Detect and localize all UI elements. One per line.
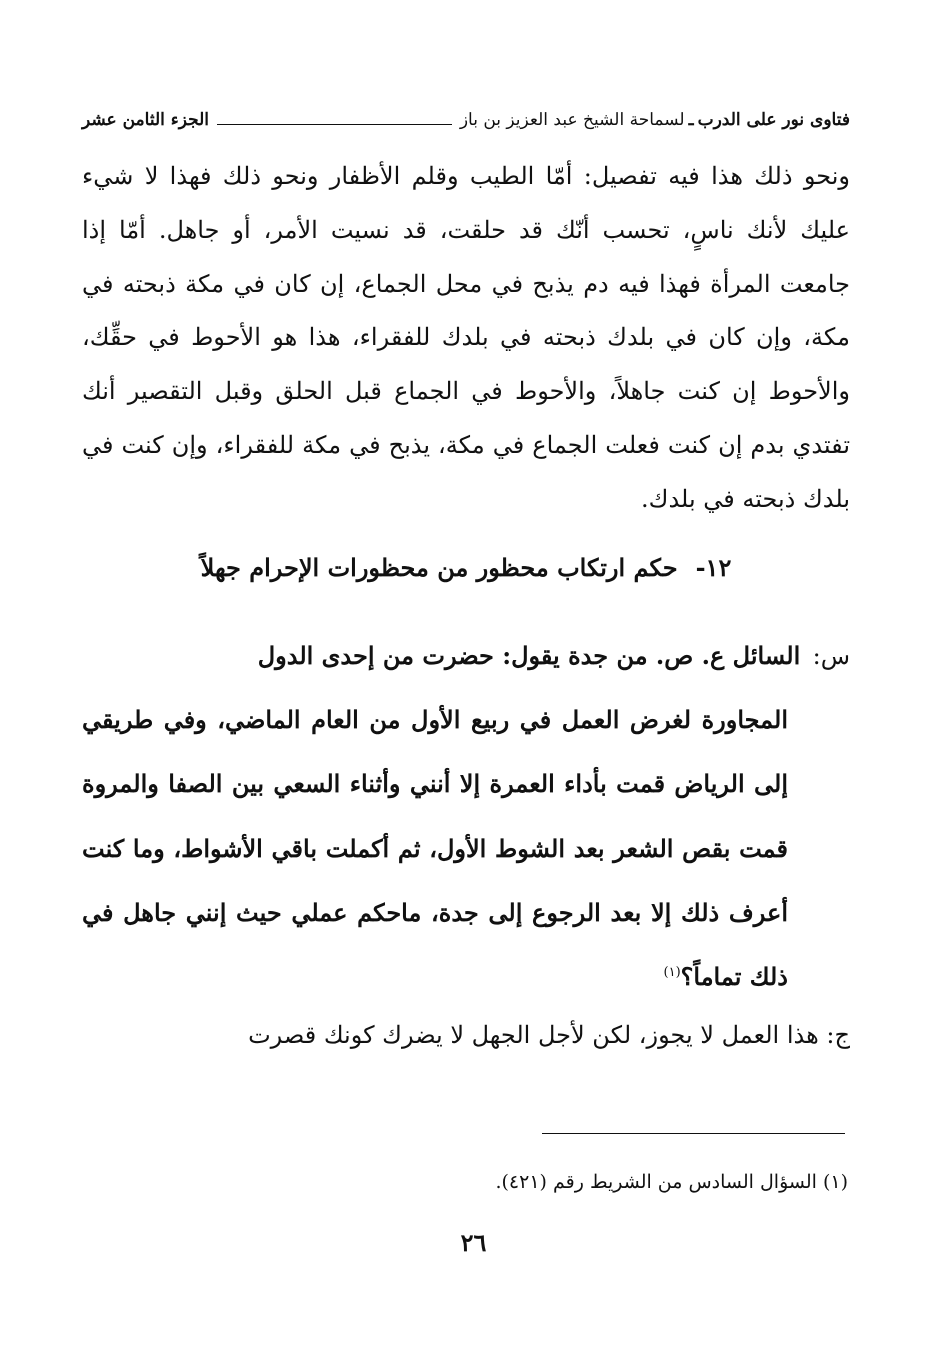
question-continuation	[82, 688, 788, 1009]
body-paragraph: ونحو ذلك هذا فيه تفصيل: أمّا الطيب وقلم الأظفار ونحو ذلك فهذا لا شيء عليك لأنك ناسٍ، تحسب أنّك قد حلقت، قد نسيت الأمر، أو جاهل. أمّا إذا جامعت المرأة فهذا فيه دم يذبح في محل الجماع، إن كان في مكة ذبحته في مكة، وإن كان في بلدك ذبحته في بلدك للفقراء، هذا هو الأحوط في حقِّك، والأحوط إن كنت جاهلاً، والأحوط في الجماع قبل الحلق وقبل التقصير أنك تفتدي بدم إن كنت فعلت الجماع في مكة، يذبح في مكة للفقراء، وإن كنت في بلدك ذبحته في بلدك.	[82, 162, 850, 513]
question-continuation-text: المجاورة لغرض العمل في ربيع الأول من العام الماضي، وفي طريقي إلى الرياض قمت بأداء العمرة إلا أنني وأثناء السعي بين الصفا والمروة قمت بقص الشعر بعد الشوط الأول، ثم أكملت باقي الأشواط، وما كنت أعرف ذلك إلا بعد الرجوع إلى جدة، ماحكم عملي حيث إنني جاهل في ذلك تماماً؟	[82, 705, 788, 992]
question-label: س:	[812, 642, 850, 670]
header-author: لسماحة الشيخ عبد العزيز بن باز	[459, 110, 685, 130]
answer-block	[82, 1009, 850, 1061]
question-block	[82, 624, 850, 1009]
section-number: ١٢-	[695, 553, 732, 582]
answer-label: ج:	[826, 1021, 850, 1049]
section-heading	[82, 548, 850, 588]
running-header	[82, 103, 850, 137]
header-book-title: فتاوى نور على الدرب	[697, 110, 850, 130]
header-part: الجزء الثامن عشر	[82, 110, 210, 130]
question-first-line: السائل ع. ص. من جدة يقول: حضرت من إحدى الدول	[257, 641, 801, 670]
page-number: ٢٦	[460, 1228, 487, 1257]
footnote: (١) السؤال السادس من الشريط رقم (٤٢١).	[495, 1171, 848, 1193]
header-rule	[217, 124, 452, 125]
footnote-rule	[542, 1133, 845, 1134]
footnote-reference: (١)	[663, 965, 681, 981]
answer-text: هذا العمل لا يجوز، لكن لأجل الجهل لا يضرك كونك قصرت	[248, 1021, 819, 1049]
section-title: حكم ارتكاب محظور من محظورات الإحرام جهلاً	[200, 553, 678, 582]
header-separator: ـ	[688, 110, 694, 130]
